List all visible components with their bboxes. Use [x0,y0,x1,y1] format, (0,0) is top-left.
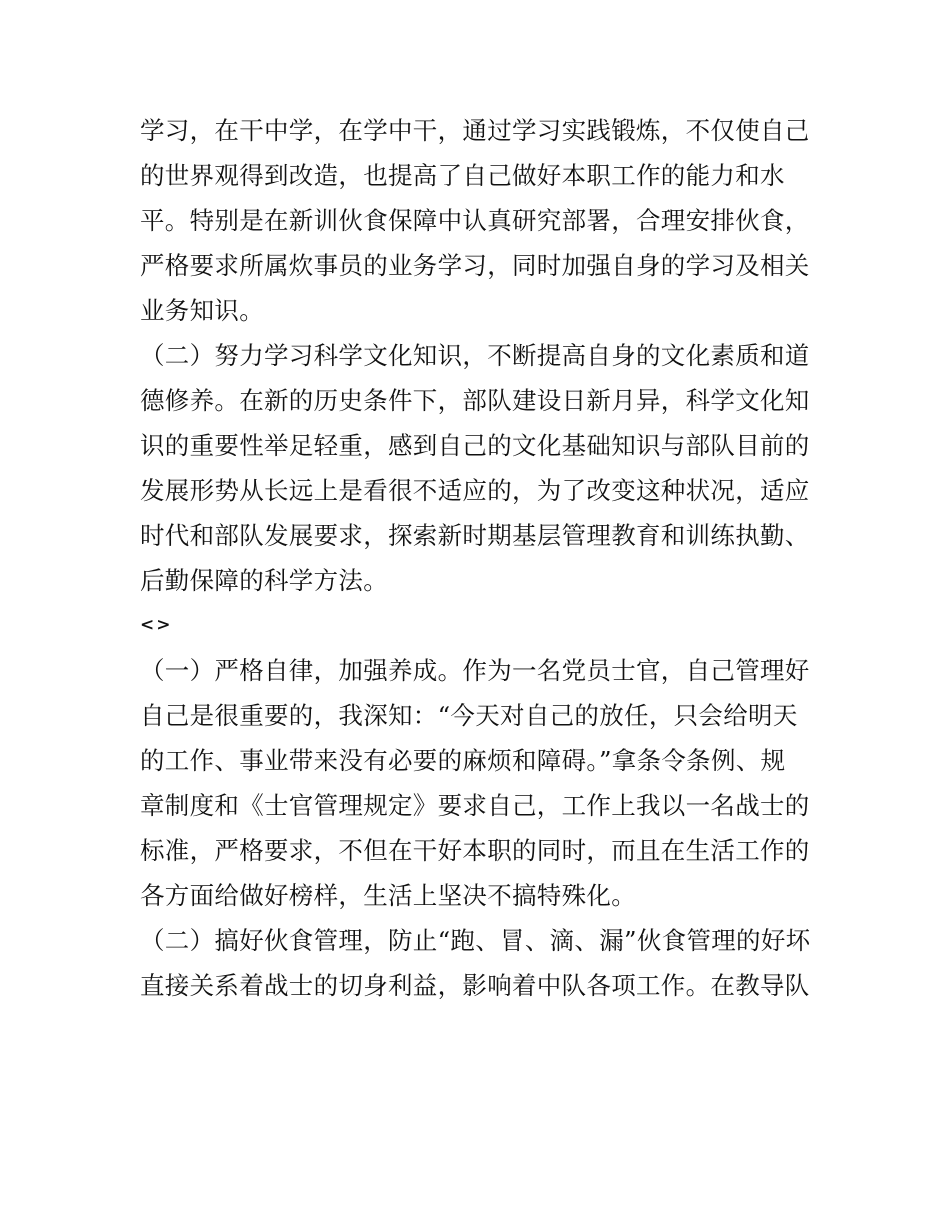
text-line: 业务知识。 [140,296,264,325]
text-line: 平。特别是在新训伙食保障中认真研究部署，合理安排伙食， [140,206,810,235]
text-line: （二）搞好伙食管理，防止“跑、冒、滴、漏”伙食管理的好坏 [140,926,811,955]
text-line: 识的重要性举足轻重，感到自己的文化基础知识与部队目前的 [140,431,810,460]
text-line: 严格要求所属炊事员的业务学习，同时加强自身的学习及相关 [140,251,810,280]
text-line: 学习，在干中学，在学中干，通过学习实践锻炼，不仅使自己 [140,116,810,145]
text-line: 自己是很重要的，我深知：“今天对自己的放任，只会给明天 [140,701,798,730]
text-line: 后勤保障的科学方法。 [140,566,388,595]
document-body [140,108,820,1008]
text-line: 发展形势从长远上是看很不适应的，为了改变这种状况，适应 [140,476,810,505]
text-line: （二）努力学习科学文化知识，不断提高自身的文化素质和道 [140,341,810,370]
text-line: 标准，严格要求，不但在干好本职的同时，而且在生活工作的 [140,836,810,865]
text-line: 直接关系着战士的切身利益，影响着中队各项工作。在教导队 [140,971,810,1000]
text-line: 章制度和《士官管理规定》要求自己，工作上我以一名战士的 [140,791,810,820]
section-marker: <> [140,615,173,635]
text-line: 的世界观得到改造，也提高了自己做好本职工作的能力和水 [140,161,785,190]
text-line: 的工作、事业带来没有必要的麻烦和障碍。”拿条令条例、规 [140,746,786,775]
text-line: 各方面给做好榜样，生活上坚决不搞特殊化。 [140,881,636,910]
text-line: （一）严格自律，加强养成。作为一名党员士官，自己管理好 [140,656,810,685]
text-line: 时代和部队发展要求，探索新时期基层管理教育和训练执勤、 [140,521,810,550]
text-line: 德修养。在新的历史条件下，部队建设日新月异，科学文化知 [140,386,810,415]
